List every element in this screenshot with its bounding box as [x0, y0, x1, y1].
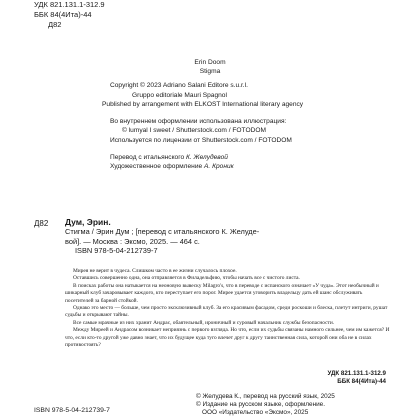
- illustration-line-1: Во внутреннем оформлении использована иллюстрация:: [110, 117, 287, 125]
- bbk-code: ББК 84(4Ита)-44: [34, 10, 92, 19]
- translator-name: К. Желудевой: [186, 153, 228, 161]
- illustration-line-2: © lumyal I sweet / Shutterstock.com / FOTODOM: [122, 127, 266, 135]
- annotation-paragraph: Мирея не верит в чудеса. Слишком часто в ее жизни случалось плохое.: [73, 268, 237, 274]
- classification-block: [34, 0, 105, 30]
- classification-bottom: [327, 370, 386, 386]
- annotation-paragraph: В поисках работы она натыкается на неоновую вывеску Milagro's, что в переводе с испанского означает «У чуда». Этот необычный и шикарный клуб зачаровывает каждого, кто переступает его порог. Мирее удается уговорить владельцу дать ей шанс обслуживать посетителей за барной стойкой.: [65, 282, 379, 304]
- arrangement-line: Published by arrangement with ELKOST International literary agency: [102, 101, 304, 109]
- annotation: [65, 268, 391, 349]
- copyright-notice: ООО «Издательство «Эксмо», 2025: [202, 409, 309, 417]
- design-line: [110, 162, 303, 172]
- designer-name: А. Кроник: [204, 163, 234, 171]
- design-label: Художественное оформление: [110, 163, 203, 171]
- copyright-notice: © Желудева К., перевод на русский язык, 2025: [196, 393, 335, 400]
- udk-code: УДК 821.131.1-312.9: [34, 0, 105, 9]
- card-heading: Дум, Эрин.: [65, 217, 111, 227]
- credits-block: [102, 81, 304, 172]
- card-isbn: ISBN 978-5-04-212739-7: [75, 246, 158, 256]
- copyright-line: Copyright © 2023 Adriano Salani Editore s.u.r.l.: [110, 82, 248, 89]
- copyright-notice: © Издание на русском языке, оформление.: [196, 401, 326, 409]
- annotation-paragraph: Однако это место — больше, чем просто эксклюзивный клуб. За его красивым фасадом, среди роскоши и блеска, плетут интриги, рушат судьбы и открывают тайны.: [65, 305, 388, 319]
- translation-line: [110, 153, 303, 163]
- bbk-code-bottom: ББК 84(4Ита)-44: [337, 378, 386, 385]
- original-edition: [0, 58, 420, 76]
- annotation-paragraph: Оставшись совершенно одна, она отправляется в Филадельфию, чтобы начать все с чистого листа.: [73, 275, 300, 282]
- annotation-paragraph: Все самые мрачные из них хранит Андрас, обаятельный, ироничный и суровый начальник службы безопасности.: [73, 319, 335, 326]
- copyright-notices: [196, 393, 335, 418]
- license-line: Используется по лицензии от Shutterstock.com / FOTODOM: [110, 136, 292, 144]
- translation-label: Перевод с итальянского: [110, 153, 185, 161]
- publisher-group: Gruppo editoriale Mauri Spagnol: [132, 91, 227, 99]
- author-mark: Д82: [48, 20, 62, 29]
- card-body-line-2: вой]. — Москва : Эксмо, 2025. — 464 с.: [65, 236, 200, 246]
- card-author-mark: Д82: [34, 219, 49, 228]
- isbn-bottom: ISBN 978-5-04-212739-7: [34, 407, 110, 414]
- udk-code-bottom: УДК 821.131.1-312.9: [327, 370, 386, 377]
- original-author: Erin Doom: [194, 59, 226, 66]
- card-description: [65, 227, 383, 256]
- original-title: Stigma: [199, 68, 221, 75]
- annotation-paragraph: Между Миреей и Андрасом возникает неприязнь с первого взгляда. Но что, если их судьбы связаны намного сильнее, чем им кажется? И что, если кто-то другой уже давно знает, что их будущее куда туго влечет друг к другу таинственная сила, которой они оба не в силах противостоять?: [65, 327, 390, 349]
- card-body-line-1: Стигма / Эрин Дум ; [перевод с итальянского К. Желуде-: [65, 227, 260, 236]
